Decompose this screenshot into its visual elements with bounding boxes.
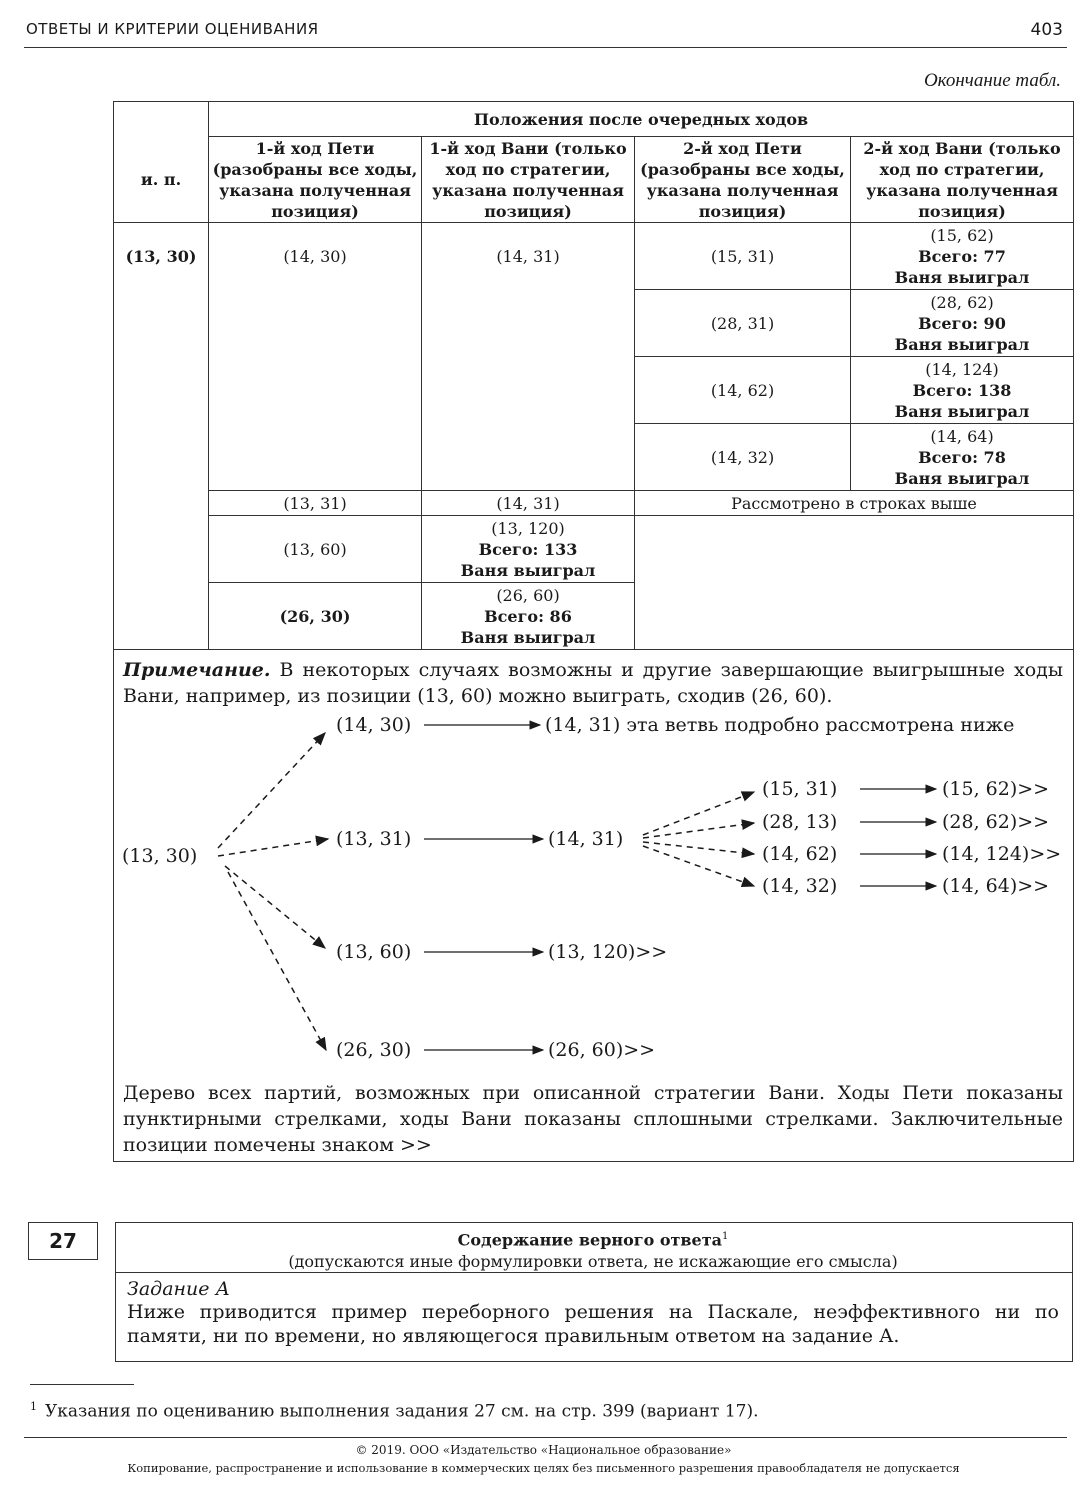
- tree-node: (13, 60): [336, 941, 412, 963]
- vanya-move-2-result: (28, 62) Всего: 90 Ваня выиграл: [851, 290, 1074, 357]
- tree-node: (26, 30): [336, 1039, 412, 1061]
- tree-node: (13, 120)>>: [548, 941, 668, 963]
- petya-move-2: (14, 62): [635, 357, 851, 424]
- vanya-move-2-result: (14, 124) Всего: 138 Ваня выиграл: [851, 357, 1074, 424]
- tree-node: (14, 32): [762, 875, 838, 897]
- footer-divider: [24, 1437, 1067, 1438]
- dashed-arrow: [643, 842, 754, 854]
- tree-node: (14, 64)>>: [942, 875, 1050, 897]
- vanya-move-2-result: (15, 62) Всего: 77 Ваня выиграл: [851, 223, 1074, 290]
- dashed-arrow: [228, 872, 326, 1050]
- petya-move-1c: (13, 60): [209, 516, 422, 583]
- petya-move-2: (28, 31): [635, 290, 851, 357]
- tree-node: (26, 60)>>: [548, 1039, 656, 1061]
- answer-heading: Содержание верного ответа$^1$ (допускаются иные формулировки ответа, не искажающие его смысла): [288, 1230, 898, 1272]
- considered-above: Рассмотрено в строках выше: [635, 491, 1074, 516]
- tree-node: (14, 31): [548, 828, 624, 850]
- tree-node: (28, 13): [762, 811, 838, 833]
- vanya-move-1c-result: (13, 120) Всего: 133 Ваня выиграл: [422, 516, 635, 583]
- task-a-label: Задание А: [127, 1278, 230, 1300]
- petya-move-2: (14, 32): [635, 424, 851, 491]
- vanya-move-1b: (14, 31): [422, 491, 635, 516]
- petya-move-1d: (26, 30): [209, 583, 422, 650]
- page-number: 403: [1030, 20, 1063, 40]
- ip-header: и. п.: [114, 137, 209, 223]
- footnote: $^1$ Указания по оцениванию выполнения задания 27 см. на стр. 399 (вариант 17).: [30, 1400, 759, 1422]
- dashed-arrow: [643, 792, 754, 835]
- vanya-move-1a: (14, 31): [422, 223, 635, 290]
- petya-move-1a: (14, 30): [209, 223, 422, 290]
- tree-node: (28, 62)>>: [942, 811, 1050, 833]
- tree-node: (15, 31): [762, 778, 838, 800]
- dashed-arrow: [218, 733, 325, 848]
- tree-node: (14, 30): [336, 714, 412, 736]
- dashed-arrow: [643, 846, 754, 886]
- table-continuation-label: Окончание табл.: [923, 70, 1061, 91]
- copyright-notice: Копирование, распространение и использование в коммерческих целях без письменного разрешения правообладателя не допускается: [127, 1461, 960, 1475]
- copyright: © 2019. ООО «Издательство «Национальное образование»: [355, 1443, 732, 1457]
- tree-node: (14, 31) эта ветвь подробно рассмотрена ниже: [545, 714, 1015, 736]
- task-a-text: Ниже приводится пример переборного решения на Паскале, неэффективного ни по памяти, ни по времени, но являющегося правильным ответом на задание А.: [127, 1301, 1059, 1347]
- col-header-vanya-2: 2-й ход Вани (только ход по стратегии, указана полученная позиция): [851, 137, 1074, 223]
- vanya-move-1d-result: (26, 60) Всего: 86 Ваня выиграл: [422, 583, 635, 650]
- col-header-petya-1: 1-й ход Пети (разобраны все ходы, указана полученная позиция): [209, 137, 422, 223]
- tree-node: (14, 62): [762, 843, 838, 865]
- dashed-arrow: [218, 839, 328, 856]
- note-paragraph: Примечание. В некоторых случаях возможны и другие завершающие выигрышные ходы Вани, например, из позиции (13, 60) можно выиграть, сходив (26, 60).: [123, 659, 1063, 707]
- answer-divider: [115, 1272, 1072, 1273]
- dashed-arrow: [643, 823, 754, 838]
- tree-node: (15, 62)>>: [942, 778, 1050, 800]
- footnote-divider: [30, 1384, 134, 1385]
- group-header: Положения после очередных ходов: [209, 102, 1074, 137]
- petya-move-1b: (13, 31): [209, 491, 422, 516]
- tree-root: (13, 30): [122, 845, 198, 867]
- task-number: 27: [28, 1222, 98, 1260]
- tree-node: (13, 31): [336, 828, 412, 850]
- tree-caption: Дерево всех партий, возможных при описанной стратегии Вани. Ходы Пети показаны пунктирными стрелками, ходы Вани показаны сплошными стрелками. Заключительные позиции помечены знаком >>: [123, 1082, 1063, 1156]
- initial-position: (13, 30): [114, 223, 209, 290]
- vanya-move-2-result: (14, 64) Всего: 78 Ваня выиграл: [851, 424, 1074, 491]
- col-header-vanya-1: 1-й ход Вани (только ход по стратегии, указана полученная позиция): [422, 137, 635, 223]
- col-header-petya-2: 2-й ход Пети (разобраны все ходы, указана полученная позиция): [635, 137, 851, 223]
- tree-node: (14, 124)>>: [942, 843, 1062, 865]
- running-header-title: ОТВЕТЫ И КРИТЕРИИ ОЦЕНИВАНИЯ: [26, 20, 319, 38]
- petya-move-2: (15, 31): [635, 223, 851, 290]
- dashed-arrow: [225, 866, 325, 948]
